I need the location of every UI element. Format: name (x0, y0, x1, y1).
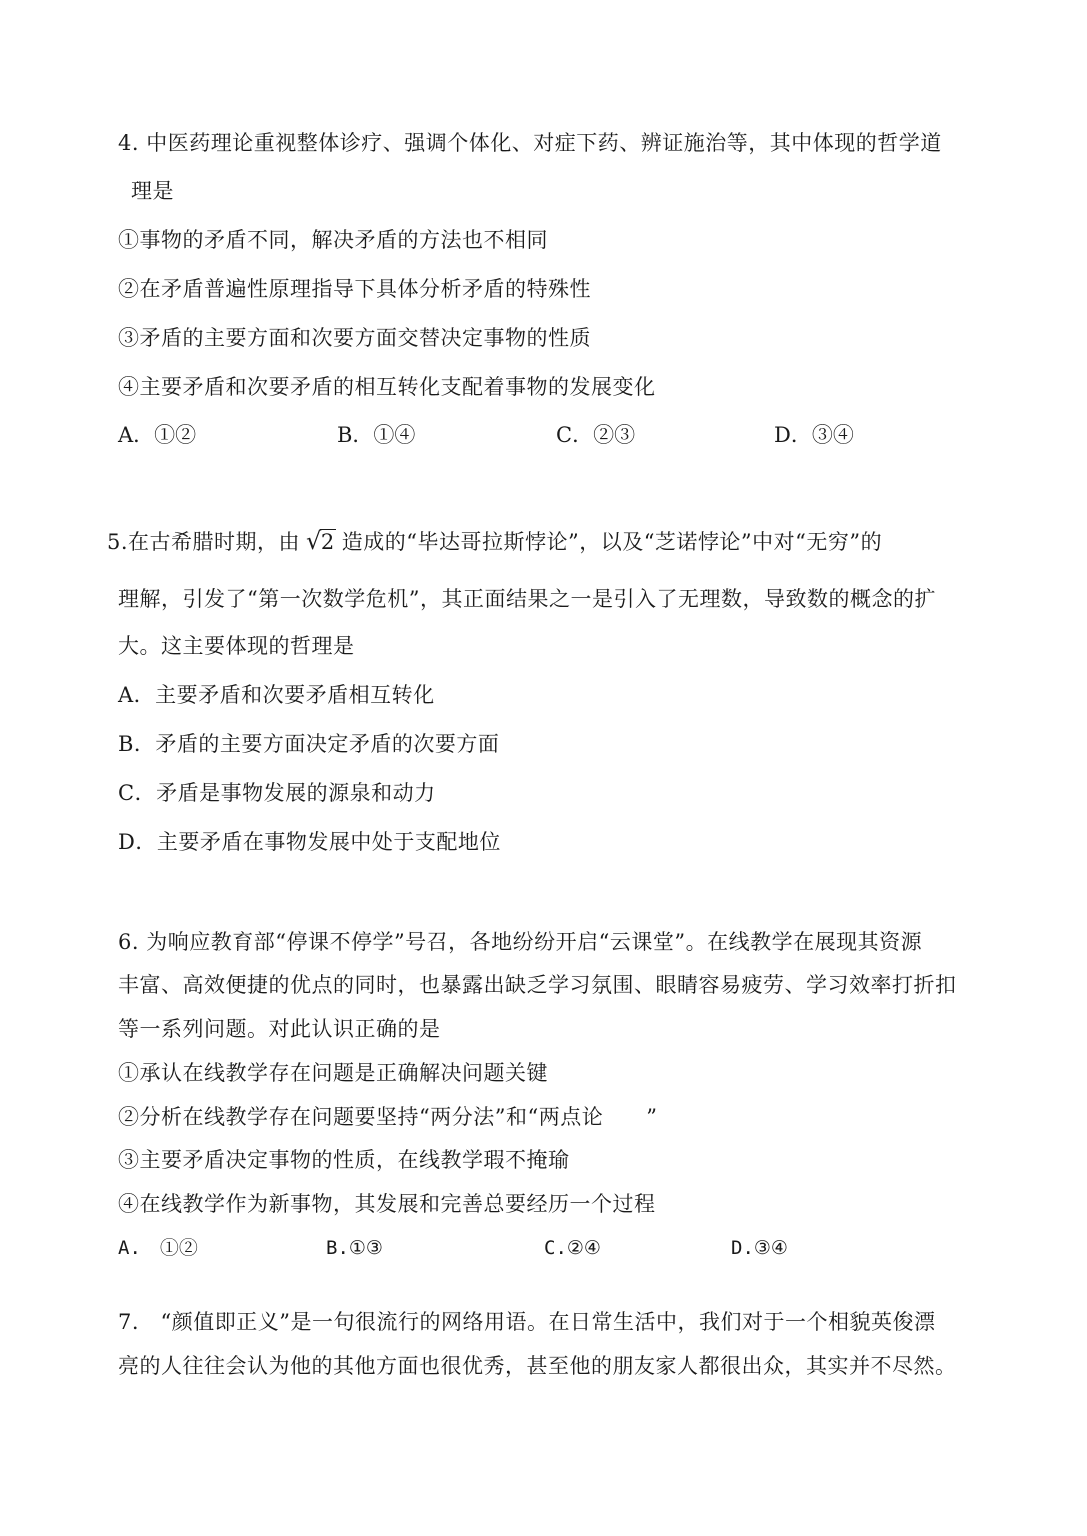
q5-option-d: D．主要矛盾在事物发展中处于支配地位 (118, 830, 501, 854)
q6-item-2: ②分析在线教学存在问题要坚持“两分法”和“两点论 ” (118, 1105, 658, 1129)
q4-stem-line2: 理是 (131, 179, 174, 203)
q6-option-d: D.③④ (731, 1237, 788, 1259)
q5-stem-line1 (107, 527, 882, 556)
q6-option-a: A. ①② (118, 1237, 198, 1259)
q5-option-a: A．主要矛盾和次要矛盾相互转化 (118, 683, 435, 707)
q5-option-c: C．矛盾是事物发展的源泉和动力 (118, 781, 436, 805)
q6-item-4: ④在线教学作为新事物，其发展和完善总要经历一个过程 (118, 1192, 656, 1216)
q5-stem-line2: 理解，引发了“第一次数学危机”，其正面结果之一是引入了无理数，导致数的概念的扩 (118, 587, 936, 611)
q6-item-3: ③主要矛盾决定事物的性质，在线教学瑕不掩瑜 (118, 1148, 570, 1172)
sqrt-two (306, 527, 336, 556)
q4-item-3: ③矛盾的主要方面和次要方面交替决定事物的性质 (118, 326, 591, 350)
sqrt-argument: 2 (320, 530, 335, 554)
q4-stem-line1: 4. 中医药理论重视整体诊疗、强调个体化、对症下药、辨证施治等，其中体现的哲学道 (118, 131, 942, 155)
q4-item-1: ①事物的矛盾不同，解决矛盾的方法也不相同 (118, 228, 548, 252)
q4-option-d: D．③④ (774, 423, 854, 447)
q4-option-a: A．①② (118, 423, 197, 447)
q6-item-1: ①承认在线教学存在问题是正确解决问题关键 (118, 1061, 548, 1085)
q5-stem-line3: 大。这主要体现的哲理是 (118, 634, 355, 658)
q7-stem-line2: 亮的人往往会认为他的其他方面也很优秀，甚至他的朋友家人都很出众，其实并不尽然。 (118, 1354, 957, 1378)
q5-stem-post: 造成的“毕达哥拉斯悖论”，以及“芝诺悖论”中对“无穷”的 (341, 530, 883, 554)
q6-option-c: C.②④ (544, 1237, 601, 1259)
sqrt-radical: √ (306, 527, 322, 555)
q5-stem-pre: 5.在古希腊时期，由 (107, 530, 301, 554)
q4-option-c: C．②③ (556, 423, 636, 447)
q4-item-4: ④主要矛盾和次要矛盾的相互转化支配着事物的发展变化 (118, 375, 656, 399)
q5-option-b: B．矛盾的主要方面决定矛盾的次要方面 (118, 732, 500, 756)
q4-item-2: ②在矛盾普遍性原理指导下具体分析矛盾的特殊性 (118, 277, 591, 301)
q6-stem-line2: 丰富、高效便捷的优点的同时，也暴露出缺乏学习氛围、眼睛容易疲劳、学习效率打折扣 (118, 973, 957, 997)
q6-option-b: B.①③ (326, 1237, 383, 1259)
q4-option-b: B．①④ (337, 423, 416, 447)
q6-stem-line1: 6. 为响应教育部“停课不停学”号召，各地纷纷开启“云课堂”。在线教学在展现其资源 (118, 930, 923, 954)
q6-stem-line3: 等一系列问题。对此认识正确的是 (118, 1017, 441, 1041)
q7-stem-line1: 7. “颜值即正义”是一句很流行的网络用语。在日常生活中，我们对于一个相貌英俊漂 (118, 1310, 936, 1334)
